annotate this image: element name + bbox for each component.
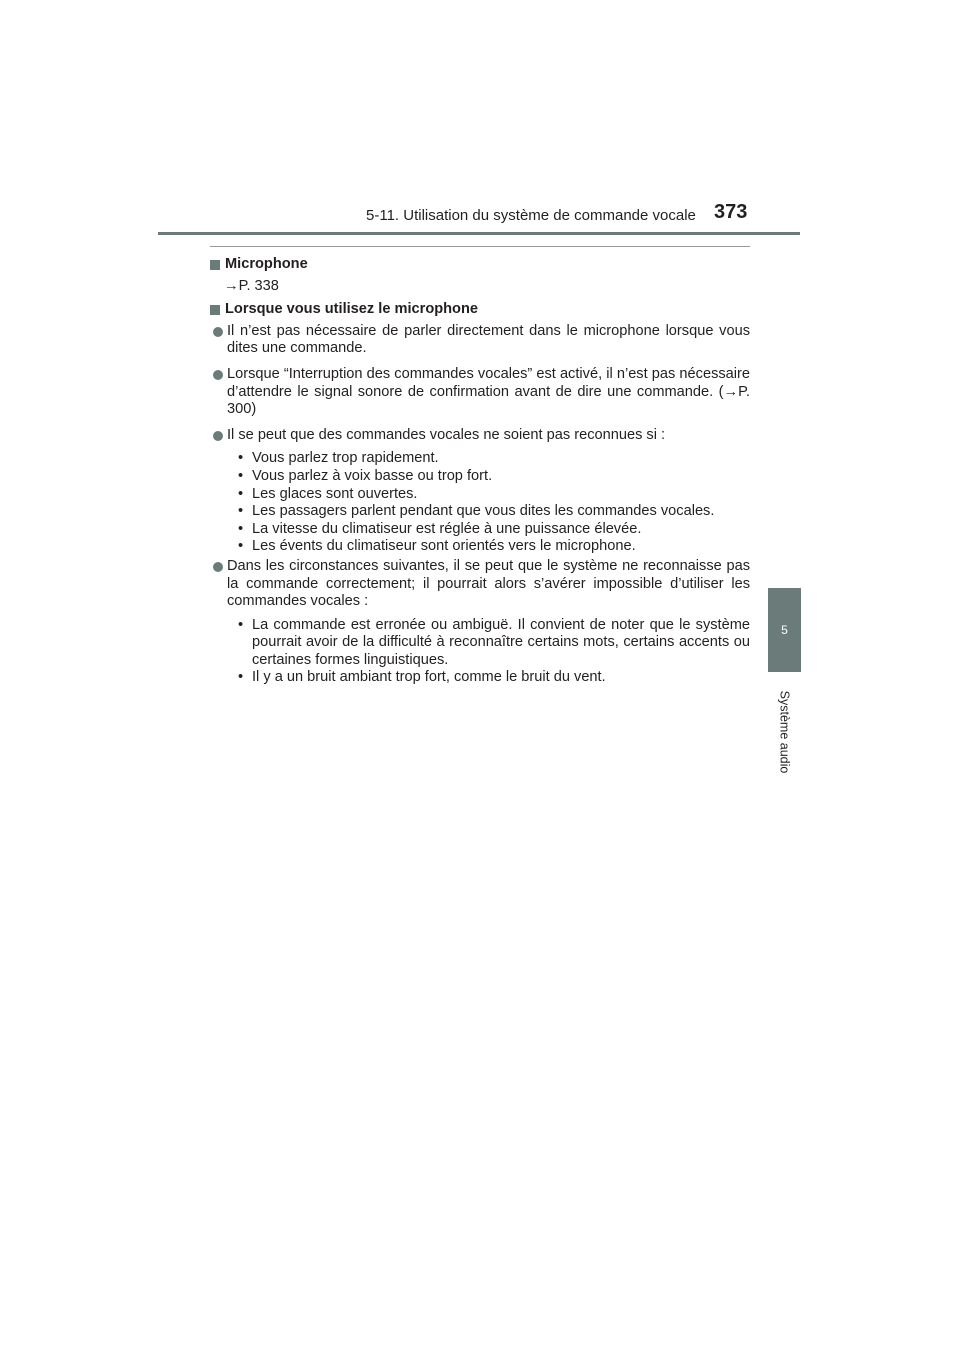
heading-text: Microphone bbox=[225, 256, 308, 272]
list-item-text bbox=[227, 366, 750, 419]
page-content bbox=[210, 256, 750, 687]
list-item-text: Il n’est pas nécessaire de parler directement dans le microphone lorsque vous dites une commande. bbox=[227, 322, 750, 357]
list-item-text-start: Lorsque “Interruption des commandes vocales” est activé, il n’est pas nécessaire d’attendre le signal sonore de confirmation avant de dire une commande. ( bbox=[227, 365, 750, 400]
list-item bbox=[210, 427, 750, 445]
sub-list bbox=[238, 617, 750, 687]
dot-bullet-icon: • bbox=[238, 616, 244, 633]
header-rule bbox=[158, 232, 800, 235]
arrow-right-icon: → bbox=[723, 383, 739, 400]
chapter-tab[interactable] bbox=[768, 588, 801, 672]
list-item bbox=[210, 558, 750, 611]
page-number: 373 bbox=[714, 201, 748, 223]
sub-list-item-text: Les glaces sont ouvertes. bbox=[252, 485, 418, 502]
dot-bullet-icon: • bbox=[238, 467, 244, 484]
sub-list-item-text: La commande est erronée ou ambiguë. Il convient de noter que le système pourrait avoir de la difficulté à reconnaître certains mots, certains accents ou certaines formes linguistiques. bbox=[252, 616, 750, 668]
heading-usage bbox=[210, 301, 750, 319]
chapter-number: 5 bbox=[781, 623, 788, 637]
round-bullet-icon bbox=[213, 327, 223, 337]
sub-list-item-text: La vitesse du climatiseur est réglée à une puissance élevée. bbox=[252, 520, 642, 537]
dot-bullet-icon: • bbox=[238, 503, 244, 520]
list-item-text: Dans les circonstances suivantes, il se peut que le système ne reconnaisse pas la commande correctement; il pourrait alors s’avérer impossible d’utiliser les commandes vocales : bbox=[227, 557, 750, 610]
list-item bbox=[210, 323, 750, 358]
sub-list-item-text: Vous parlez trop rapidement. bbox=[252, 450, 439, 467]
content-rule bbox=[210, 246, 750, 247]
sub-list-item-text: Il y a un bruit ambiant trop fort, comme le bruit du vent. bbox=[252, 669, 606, 686]
dot-bullet-icon: • bbox=[238, 669, 244, 686]
page-reference[interactable] bbox=[224, 278, 750, 296]
page-reference-text: P. 338 bbox=[238, 277, 279, 294]
list-item bbox=[210, 366, 750, 419]
sub-list-item bbox=[238, 521, 750, 539]
heading-text: Lorsque vous utilisez le microphone bbox=[225, 301, 479, 318]
sub-list-item bbox=[238, 486, 750, 504]
square-bullet-icon bbox=[210, 260, 220, 270]
dot-bullet-icon: • bbox=[238, 450, 244, 467]
sub-list-item bbox=[238, 468, 750, 486]
list-item-text: Il se peut que des commandes vocales ne soient pas reconnues si : bbox=[227, 426, 666, 443]
heading-microphone bbox=[210, 256, 750, 274]
chapter-label bbox=[768, 672, 801, 792]
arrow-right-icon: → bbox=[224, 277, 239, 294]
sub-list-item bbox=[238, 538, 750, 556]
sub-list-item-text: Vous parlez à voix basse ou trop fort. bbox=[252, 467, 493, 484]
sub-list-item bbox=[238, 503, 750, 521]
sub-list-item-text: Les passagers parlent pendant que vous dites les commandes vocales. bbox=[252, 503, 715, 520]
square-bullet-icon bbox=[210, 305, 220, 315]
page-reference-text[interactable]: P. 300) bbox=[227, 383, 750, 418]
sub-list-item bbox=[238, 617, 750, 670]
sub-list-item bbox=[238, 450, 750, 468]
chapter-title: Système audio bbox=[777, 690, 792, 774]
dot-bullet-icon: • bbox=[238, 538, 244, 555]
dot-bullet-icon: • bbox=[238, 520, 244, 537]
sub-list-item bbox=[238, 669, 750, 687]
sub-list bbox=[238, 450, 750, 556]
sub-list-item-text: Les évents du climatiseur sont orientés vers le microphone. bbox=[252, 538, 636, 555]
round-bullet-icon bbox=[213, 370, 223, 380]
section-title: 5-11. Utilisation du système de commande vocale bbox=[366, 207, 696, 224]
round-bullet-icon bbox=[213, 562, 223, 572]
round-bullet-icon bbox=[213, 431, 223, 441]
dot-bullet-icon: • bbox=[238, 485, 244, 502]
